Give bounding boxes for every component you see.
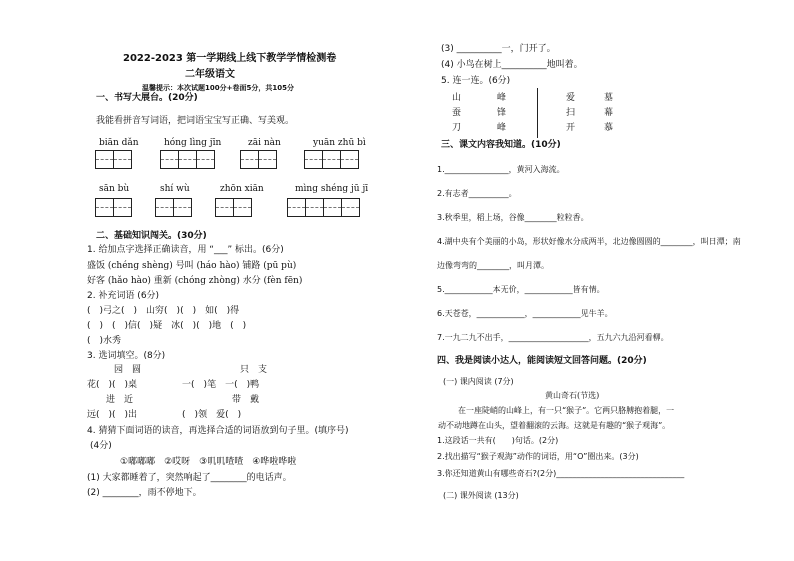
q4-prompt: 4. 猜猜下面词语的读音，再选择合适的词语放到句子里。(填序号) bbox=[87, 426, 349, 436]
section3-heading: 三、课文内容我知道。(10分) bbox=[441, 140, 561, 150]
s3-line1: 1.________________，黄河入海流。 bbox=[437, 165, 565, 174]
exam-tip: 温馨提示：本次试题100分+卷面5分，共105分 bbox=[142, 84, 294, 92]
passage-line2: 动不动地蹲在山头，望着翻滚的云海。这就是有趣的“猴子观海”。 bbox=[438, 421, 671, 430]
link-divider bbox=[537, 88, 538, 138]
pinyin-row2-2: shí wù bbox=[160, 184, 190, 194]
q4-sentence4: (4) 小鸟在树上__________地叫着。 bbox=[441, 60, 583, 70]
cell-guide-line bbox=[197, 159, 214, 160]
link-right-2b[interactable]: 幕 bbox=[604, 108, 614, 118]
pinyin-row1-2: hóng lìng jīn bbox=[164, 138, 222, 148]
q4-sentence2: (2) ________，雨不停地下。 bbox=[87, 488, 202, 498]
s3-line6: 5.____________本无价，____________皆有情。 bbox=[437, 285, 605, 294]
cell-guide-line bbox=[96, 159, 113, 160]
s3-line2: 2.有志者__________。 bbox=[437, 189, 517, 198]
pinyin-row2-1: sān bù bbox=[99, 184, 130, 194]
passage-line1: 在一座陡峭的山峰上，有一只“猴子”。它两只胳膊抱着腿，一 bbox=[458, 406, 675, 415]
q2-line2: ( ) ( )信( )疑 冰( )( )地 ( ) bbox=[87, 321, 247, 331]
pinyin-row1-4: yuān zhū bì bbox=[313, 138, 366, 148]
q5-prompt: 5. 连一连。(6分) bbox=[441, 76, 511, 86]
q1-line1: 盛饭 (chéng shèng) 号叫 (háo hào) 铺路 (pū pù) bbox=[87, 261, 297, 271]
link-left-3a[interactable]: 刀 bbox=[452, 123, 462, 133]
q2-line3: ( )水秀 bbox=[87, 336, 122, 346]
cell-guide-line bbox=[114, 207, 131, 208]
s3-line3: 3.秋季里，稻上场，谷像________粒粒香。 bbox=[437, 213, 589, 222]
cell-guide-line bbox=[96, 207, 113, 208]
q4-sentence3: (3) __________一，门开了。 bbox=[441, 44, 556, 54]
q3-line2: 远( )( )出 ( )领 爱( ) bbox=[87, 410, 242, 420]
link-right-1b[interactable]: 墓 bbox=[604, 93, 614, 103]
cell-guide-line bbox=[306, 207, 323, 208]
cell-guide-line bbox=[161, 159, 178, 160]
link-right-2a[interactable]: 扫 bbox=[566, 108, 576, 118]
link-right-1a[interactable]: 爱 bbox=[566, 93, 576, 103]
q4-sentence1: (1) 大家都睡着了，突然响起了________的电话声。 bbox=[87, 473, 292, 483]
s3-line8: 7.一九二九不出手，____________________，五九六九沿河看柳。 bbox=[437, 333, 669, 342]
cell-guide-line bbox=[288, 207, 305, 208]
cell-guide-line bbox=[341, 159, 358, 160]
q4-options: ①嘟嘟嘟 ②哎呀 ③叽叽喳喳 ④哗啦哗啦 bbox=[120, 457, 297, 467]
exam-subtitle: 二年级语文 bbox=[185, 69, 235, 80]
s3-line5: 边像弯弯的________，叫月潭。 bbox=[437, 261, 549, 270]
q3-line1: 花( )( )桌 一( )笔 一( )鸭 bbox=[87, 380, 260, 390]
q1-prompt: 1. 给加点字选择正确读音，用 “___” 标出。(6分) bbox=[87, 245, 284, 255]
link-left-3b[interactable]: 峰 bbox=[497, 123, 507, 133]
exam-title: 2022-2023 第一学期线上线下教学学情检测卷 bbox=[123, 53, 337, 64]
link-left-2b[interactable]: 锋 bbox=[497, 108, 507, 118]
reading-q2: 2.找出描写“猴子观海”动作的词语，用“O”圈出来。(3分) bbox=[437, 452, 639, 461]
cell-guide-line bbox=[234, 207, 251, 208]
link-left-2a[interactable]: 蚕 bbox=[452, 108, 462, 118]
link-left-1a[interactable]: 山 bbox=[452, 93, 462, 103]
cell-guide-line bbox=[174, 207, 191, 208]
s4-sub1: (一) 课内阅读 (7分) bbox=[443, 377, 514, 386]
cell-guide-line bbox=[156, 207, 173, 208]
pinyin-row2-3: zhōn xiān bbox=[220, 184, 264, 194]
link-right-3b[interactable]: 慕 bbox=[604, 123, 614, 133]
q2-line1: ( )弓之( ) 山穷( )( ) 如( )得 bbox=[87, 306, 240, 316]
cell-guide-line bbox=[114, 159, 131, 160]
q3-options2: 进 近 带 戴 bbox=[106, 395, 260, 405]
pinyin-row1-3: zāi nàn bbox=[248, 138, 281, 148]
s3-line7: 6.天苍苍，____________，____________见牛羊。 bbox=[437, 309, 613, 318]
cell-guide-line bbox=[259, 159, 276, 160]
cell-guide-line bbox=[241, 159, 258, 160]
cell-guide-line bbox=[342, 207, 359, 208]
s3-line4: 4.湖中央有个美丽的小岛，形状好像水分成两半，北边像圆圆的________，叫日潭；南 bbox=[437, 237, 741, 246]
cell-guide-line bbox=[324, 207, 341, 208]
reading-q1: 1.这段话一共有( )句话。(2分) bbox=[437, 436, 559, 445]
q4-score: (4分) bbox=[90, 441, 112, 451]
section2-heading: 二、基础知识闯关。(30分) bbox=[96, 231, 207, 241]
q3-prompt: 3. 选词填空。(8分) bbox=[87, 351, 166, 361]
link-right-3a[interactable]: 开 bbox=[566, 123, 576, 133]
q2-prompt: 2. 补充词语 (6分) bbox=[87, 291, 160, 301]
section1-instruction: 我能看拼音写词语，把词语宝宝写正确、写美观。 bbox=[96, 116, 295, 126]
cell-guide-line bbox=[305, 159, 322, 160]
reading-q3: 3.你还知道黄山有哪些奇石?(2分)________________________________ bbox=[437, 469, 685, 478]
cell-guide-line bbox=[323, 159, 340, 160]
passage-title: 黄山奇石(节选) bbox=[545, 391, 600, 400]
cell-guide-line bbox=[179, 159, 196, 160]
pinyin-row1-1: biān dǎn bbox=[99, 138, 139, 148]
section1-heading: 一、书写大展台。(20分) bbox=[96, 93, 198, 103]
link-left-1b[interactable]: 峰 bbox=[497, 93, 507, 103]
q1-line2: 好客 (hǎo hào) 重新 (chóng zhòng) 水分 (fèn fēn) bbox=[87, 276, 303, 286]
q3-options1: 园 圆 只 支 bbox=[114, 365, 268, 375]
pinyin-row2-4: mìng shéng jū jī bbox=[295, 184, 369, 194]
s4-sub2: (二) 课外阅读 (13分) bbox=[443, 491, 519, 500]
section4-heading: 四、我是阅读小达人，能阅读短文回答问题。(20分) bbox=[437, 356, 647, 366]
cell-guide-line bbox=[216, 207, 233, 208]
